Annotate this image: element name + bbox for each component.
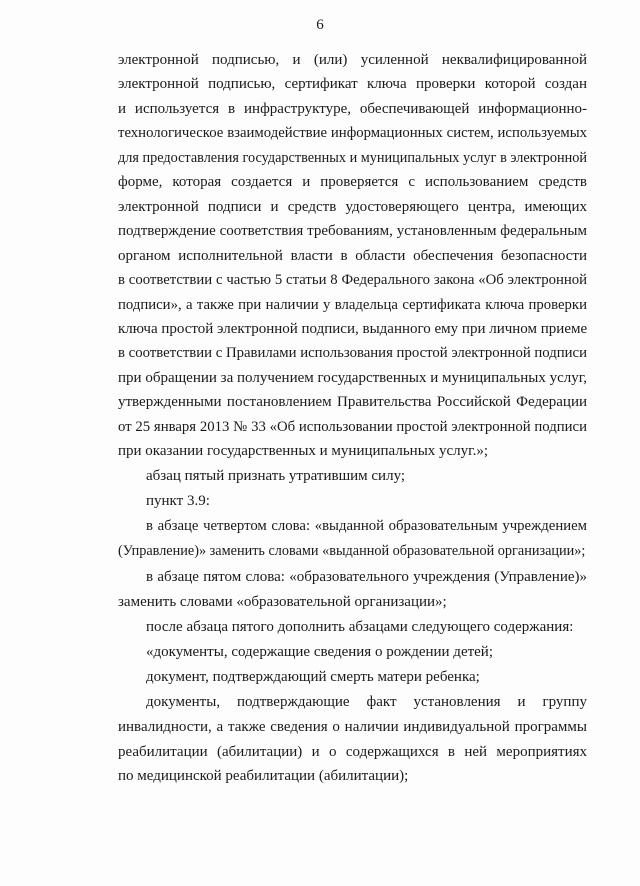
page-number: 6 bbox=[316, 17, 324, 33]
text-line: «документы, содержащие сведения о рождении детей; bbox=[146, 644, 494, 660]
text-line: подписи», а также при наличии у владельца сертификата ключа проверки bbox=[118, 297, 587, 313]
text-line: инвалидности, а также сведения о наличии индивидуальной программы bbox=[118, 719, 587, 735]
text-line: после абзаца пятого дополнить абзацами следующего содержания: bbox=[146, 619, 574, 635]
text-line: и используется в инфраструктуре, обеспечивающей информационно- bbox=[118, 101, 587, 117]
text-line: в соответствии с частью 5 статьи 8 Федерального закона «Об электронной bbox=[118, 272, 587, 288]
text-line: органом исполнительной власти в области обеспечения безопасности bbox=[118, 248, 587, 264]
text-line: документ, подтверждающий смерть матери ребенка; bbox=[146, 669, 480, 685]
text-line: в абзаце четвертом слова: «выданной образовательным учреждением bbox=[146, 518, 587, 534]
text-line: при обращении за получением государственных и муниципальных услуг, bbox=[118, 370, 587, 386]
text-line: при оказании государственных и муниципальных услуг.»; bbox=[118, 443, 489, 459]
text-line: электронной подписью, сертификат ключа проверки которой создан bbox=[118, 76, 587, 92]
text-line: в соответствии с Правилами использования простой электронной подписи bbox=[118, 345, 587, 361]
text-line: абзац пятый признать утратившим силу; bbox=[146, 468, 406, 484]
text-line: от 25 января 2013 № 33 «Об использовании простой электронной подписи bbox=[118, 419, 587, 435]
text-line: форме, которая создается и проверяется с использованием средств bbox=[118, 174, 587, 190]
text-line: (Управление)» заменить словами «выданной образовательной организации»; bbox=[118, 543, 586, 559]
text-line: реабилитации (абилитации) и о содержащихся в ней мероприятиях bbox=[118, 744, 587, 760]
text-line: документы, подтверждающие факт установления и группу bbox=[146, 694, 587, 710]
text-line: подтверждение соответствия требованиям, установленным федеральным bbox=[118, 223, 587, 239]
text-line: утвержденными постановлением Правительства Российской Федерации bbox=[118, 394, 587, 410]
text-line: электронной подписью, и (или) усиленной неквалифицированной bbox=[118, 52, 587, 68]
text-line: электронной подписи и средств удостоверяющего центра, имеющих bbox=[118, 199, 587, 215]
text-line: пункт 3.9: bbox=[146, 493, 210, 509]
text-line: по медицинской реабилитации (абилитации); bbox=[118, 768, 409, 784]
text-line: для предоставления государственных и муниципальных услуг в электронной bbox=[118, 150, 588, 166]
text-line: заменить словами «образовательной организации»; bbox=[118, 594, 447, 610]
text-line: технологическое взаимодействие информационных систем, используемых bbox=[118, 125, 587, 141]
text-line: ключа простой электронной подписи, выданного ему при личном приеме bbox=[118, 321, 588, 337]
text-line: в абзаце пятом слова: «образовательного учреждения (Управление)» bbox=[146, 569, 587, 585]
